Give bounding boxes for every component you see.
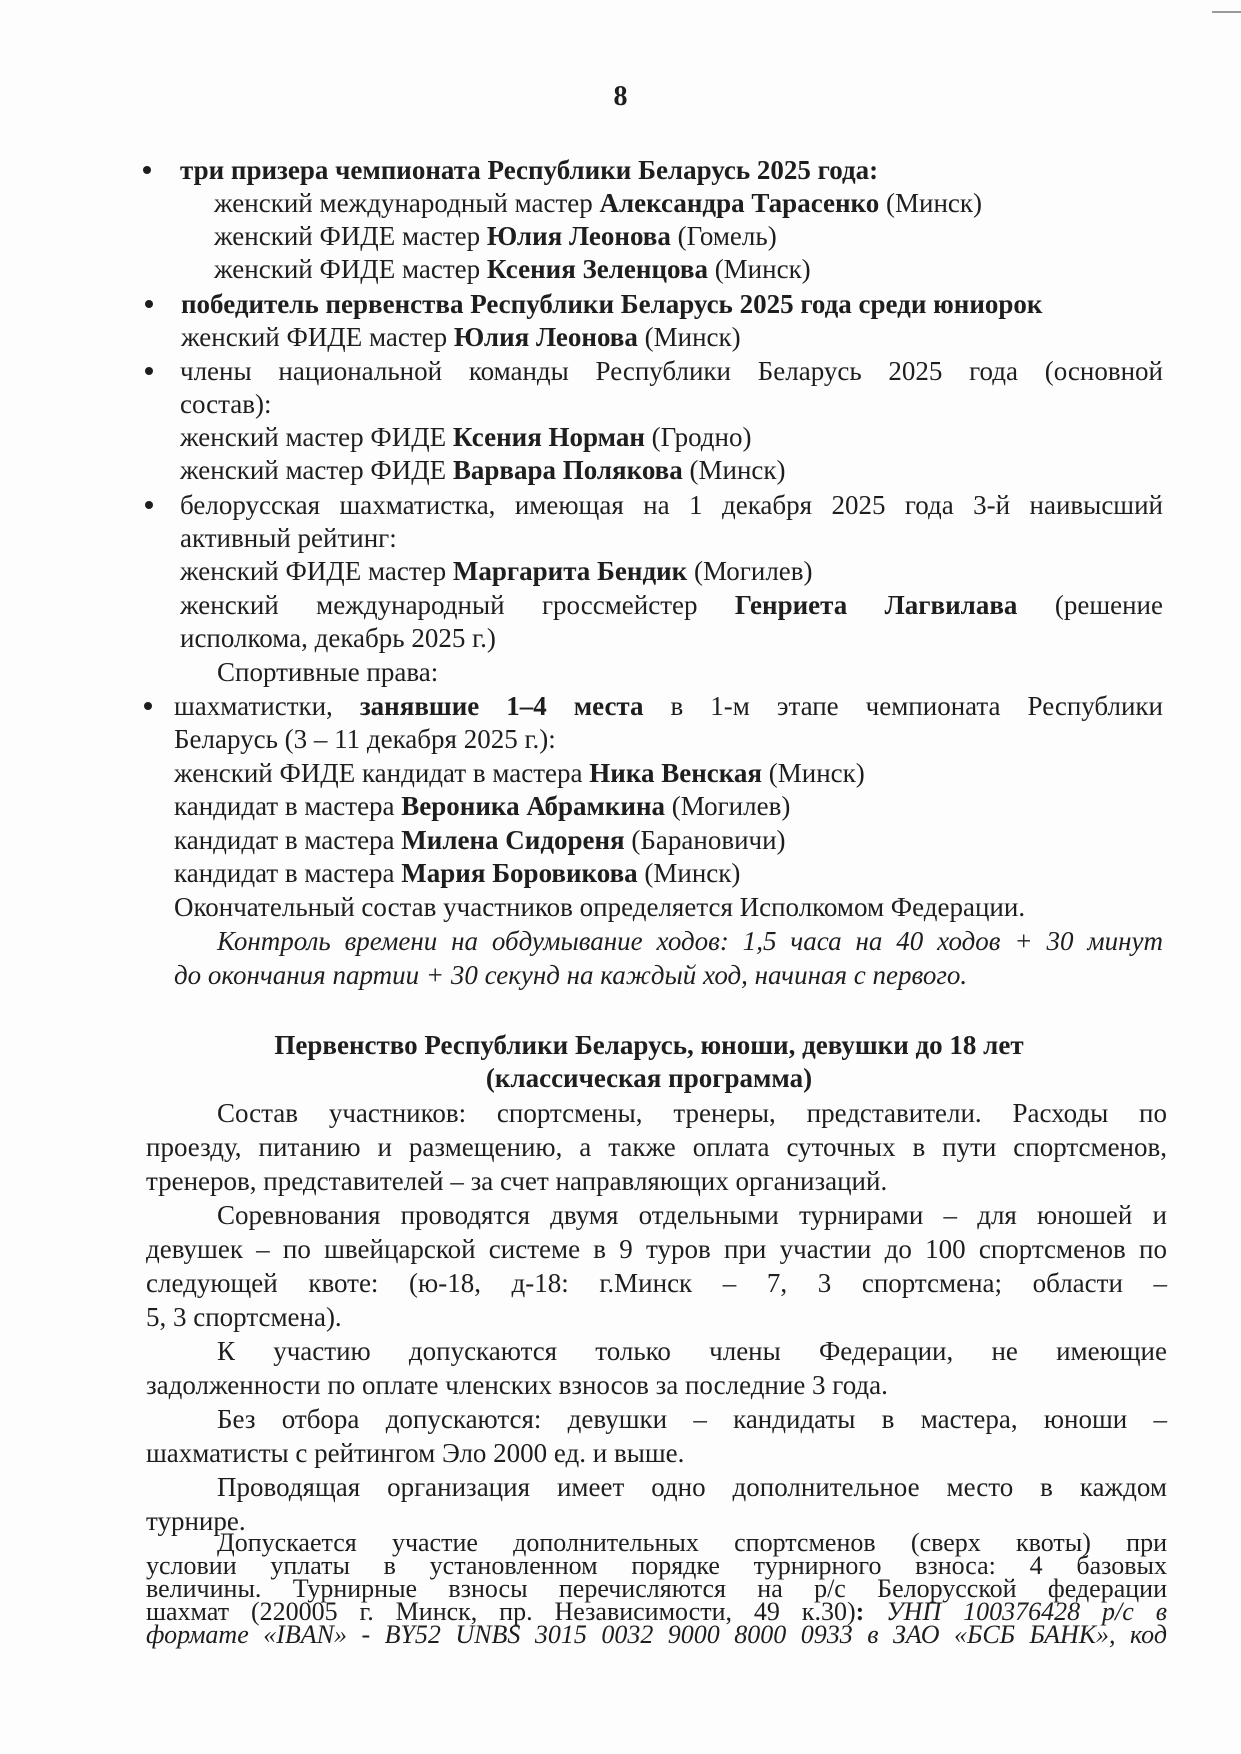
paragraph-line: 5, 3 спортсмена). <box>146 1302 342 1332</box>
paragraph-line: К участию допускаются только члены Федерации, не имеющие <box>217 1336 1167 1366</box>
participant-name: Милена Сидореня <box>401 825 625 855</box>
paragraph-line: турнире. <box>146 1506 246 1536</box>
participant-line: кандидат в мастера Милена Сидореня (Барановичи) <box>174 825 786 855</box>
list-item-text: члены национальной команды Республики Беларусь 2025 года (основной <box>180 356 1163 386</box>
list-item-text: шахматистки, занявшие 1–4 места в 1-м этапе чемпионата Республики <box>174 691 1163 721</box>
participant-line: женский международный гроссмейстер Генриета Лагвилава (решение <box>180 590 1163 620</box>
bullet-icon <box>145 501 153 509</box>
list-item-text: исполкома, декабрь 2025 г.) <box>180 623 496 653</box>
paragraph-line: Проводящая организация имеет одно дополнительное место в каждом <box>217 1472 1167 1502</box>
paragraph-line: Допускается участие дополнительных спортсменов (сверх квоты) при <box>217 1528 1167 1557</box>
participant-line: женский международный мастер Александра Тарасенко (Минск) <box>214 188 982 218</box>
sport-rights-label: Спортивные права: <box>217 657 439 687</box>
paragraph-line: формате «IBAN» - BY52 UNBS 3015 0032 9000 8000 0933 в ЗАО «БСБ БАНК», код <box>146 1620 1167 1649</box>
participant-line: женский мастер ФИДЕ Ксения Норман (Гродно) <box>180 422 752 452</box>
time-control-text: Контроль времени на обдумывание ходов: 1,5 часа на 40 ходов + 30 минут <box>217 926 1163 956</box>
participant-name: Юлия Леонова <box>486 221 671 251</box>
bullet-icon <box>145 367 153 375</box>
paragraph-line: тренеров, представителей – за счет направляющих организаций. <box>146 1166 888 1196</box>
paragraph-line: шахмат (220005 г. Минск, пр. Независимости, 49 к.30): УНП 100376428 р/с в <box>146 1597 1167 1626</box>
time-control-text: до окончания партии + 30 секунд на каждый ход, начиная с первого. <box>174 960 968 990</box>
participant-line: женский ФИДЕ кандидат в мастера Ника Венская (Минск) <box>174 758 865 788</box>
bullet-icon <box>144 702 152 710</box>
participant-name: Ксения Норман <box>452 422 645 452</box>
participant-line: женский ФИДЕ мастер Юлия Леонова (Гомель) <box>214 221 777 251</box>
paragraph-line: Без отбора допускаются: девушки – кандидаты в мастера, юноши – <box>217 1404 1167 1434</box>
list-item-text: активный рейтинг: <box>180 523 397 553</box>
participant-name: Ксения Зеленцова <box>486 254 708 284</box>
participant-line: кандидат в мастера Вероника Абрамкина (Могилев) <box>174 791 791 821</box>
paragraph-line: Состав участников: спортсмены, тренеры, представители. Расходы по <box>217 1098 1167 1128</box>
participant-name: Варвара Полякова <box>452 455 683 485</box>
participant-name: Генриета Лагвилава <box>734 590 1018 620</box>
paragraph-line: величины. Турнирные взносы перечисляются на р/с Белорусской федерации <box>146 1574 1167 1603</box>
list-item-text: состав): <box>180 389 272 419</box>
paragraph-line: шахматисты с рейтингом Эло 2000 ед. и выше. <box>146 1438 685 1468</box>
section-subtitle: (классическая программа) <box>485 1063 813 1093</box>
paragraph-line: условии уплаты в установленном порядке турнирного взноса: 4 базовых <box>146 1551 1167 1580</box>
bullet-icon <box>145 300 153 308</box>
participant-name: Юлия Леонова <box>453 322 638 352</box>
page-number: 8 <box>613 81 628 112</box>
emphasis-text: занявшие 1–4 места <box>359 691 644 721</box>
paragraph-line: следующей квоте: (ю-18, д-18: г.Минск – 7, 3 спортсмена; области – <box>146 1268 1167 1298</box>
participant-line: женский мастер ФИДЕ Варвара Полякова (Минск) <box>180 455 786 485</box>
section-title: Первенство Республики Беларусь, юноши, девушки до 18 лет <box>274 1030 1024 1060</box>
paragraph-line: Соревнования проводятся двумя отдельными турнирами – для юношей и <box>217 1200 1167 1230</box>
participant-line: кандидат в мастера Мария Боровикова (Минск) <box>174 858 741 888</box>
bullet-icon <box>143 166 151 174</box>
list-item-text: белорусская шахматистка, имеющая на 1 декабря 2025 года 3-й наивысший <box>180 490 1163 520</box>
final-composition-note: Окончательный состав участников определяется Исполкомом Федерации. <box>174 892 1026 922</box>
participant-name: Вероника Абрамкина <box>401 791 666 821</box>
paragraph-line: задолженности по оплате членских взносов за последние 3 года. <box>146 1370 888 1400</box>
participant-name: Ника Венская <box>589 758 763 788</box>
list-item-text: Беларусь (3 – 11 декабря 2025 г.): <box>174 724 556 754</box>
participant-name: Маргарита Бендик <box>452 556 688 586</box>
paragraph-line: девушек – по швейцарской системе в 9 туров при участии до 100 спортсменов по <box>146 1234 1167 1264</box>
participant-line: женский ФИДЕ мастер Юлия Леонова (Минск) <box>181 322 741 352</box>
participant-name: Мария Боровикова <box>401 858 638 888</box>
list-item-heading: победитель первенства Республики Беларусь 2025 года среди юниорок <box>181 289 1043 319</box>
paragraph-line: проезду, питанию и размещению, а также оплата суточных в пути спортсменов, <box>146 1132 1167 1162</box>
list-item-heading: три призера чемпионата Республики Беларусь 2025 года: <box>180 155 879 185</box>
participant-line: женский ФИДЕ мастер Маргарита Бендик (Могилев) <box>180 556 813 586</box>
participant-name: Александра Тарасенко <box>599 188 880 218</box>
participant-line: женский ФИДЕ мастер Ксения Зеленцова (Минск) <box>214 254 811 284</box>
